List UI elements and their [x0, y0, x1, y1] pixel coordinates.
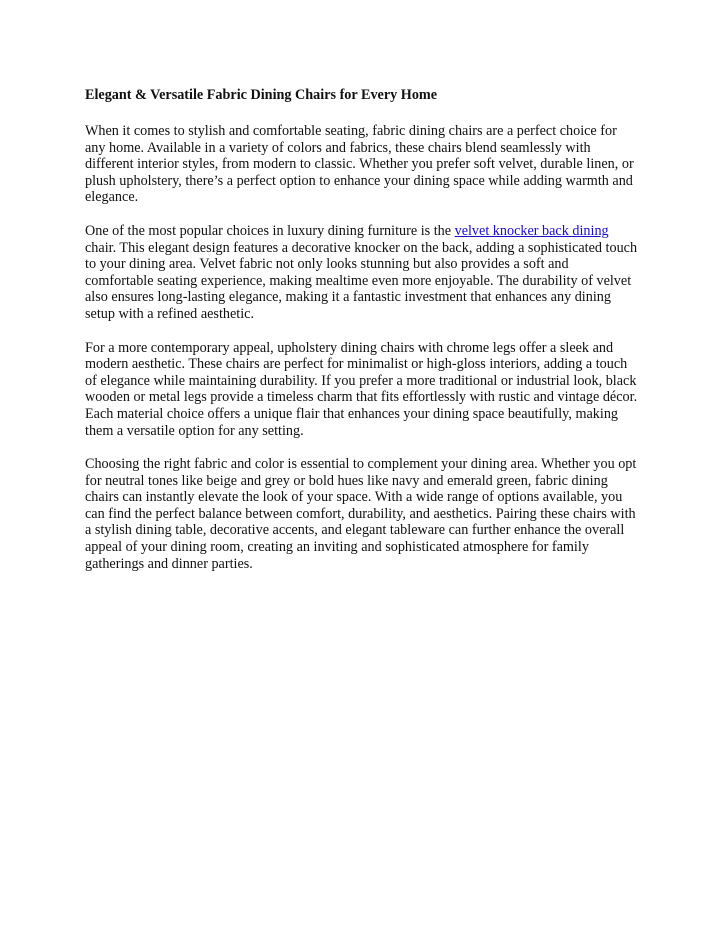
document-title: Elegant & Versatile Fabric Dining Chairs for Every Home [85, 87, 438, 103]
paragraph-velvet-text-before: One of the most popular choices in luxury dining furniture is the [85, 222, 455, 239]
paragraph-intro: When it comes to stylish and comfortable seating, fabric dining chairs are a perfect choice for any home. Available in a variety of colors and fabrics, these chairs blend seamlessly with different interior styles, from modern to classic. Whether you prefer soft velvet, durable linen, or plush upholstery, there’s a perfect option to enhance your dining space while adding warmth and elegance. [85, 123, 634, 206]
paragraph-velvet-text-after: chair. This elegant design features a decorative knocker on the back, adding a sophisticated touch to your dining area. Velvet fabric not only looks stunning but also provides a soft and comfortable seating experience, making mealtime even more enjoyable. The durability of velvet also ensures long-lasting elegance, making it a fantastic investment that enhances any dining setup with a refined aesthetic. [85, 239, 638, 322]
document-page [85, 86, 640, 589]
velvet-knocker-back-dining-link[interactable]: velvet knocker back dining [454, 222, 609, 239]
paragraph-contemporary: For a more contemporary appeal, upholstery dining chairs with chrome legs offer a sleek and modern aesthetic. These chairs are perfect for minimalist or high-gloss interiors, adding a touch of elegance while maintaining durability. If you prefer a more traditional or industrial look, black wooden or metal legs provide a timeless charm that fits effortlessly with rustic and vintage décor. Each material choice offers a unique flair that enhances your dining space beautifully, making them a versatile option for any setting. [85, 339, 638, 439]
paragraph-velvet [85, 223, 640, 323]
paragraph-fabric-color: Choosing the right fabric and color is essential to complement your dining area. Whether you opt for neutral tones like beige and grey or bold hues like navy and emerald green, fabric dining chairs can instantly elevate the look of your space. With a wide range of options available, you can find the perfect balance between comfort, durability, and aesthetics. Pairing these chairs with a stylish dining table, decorative accents, and elegant tableware can further enhance the overall appeal of your dining room, creating an inviting and sophisticated atmosphere for family gatherings and dinner parties. [85, 456, 637, 572]
